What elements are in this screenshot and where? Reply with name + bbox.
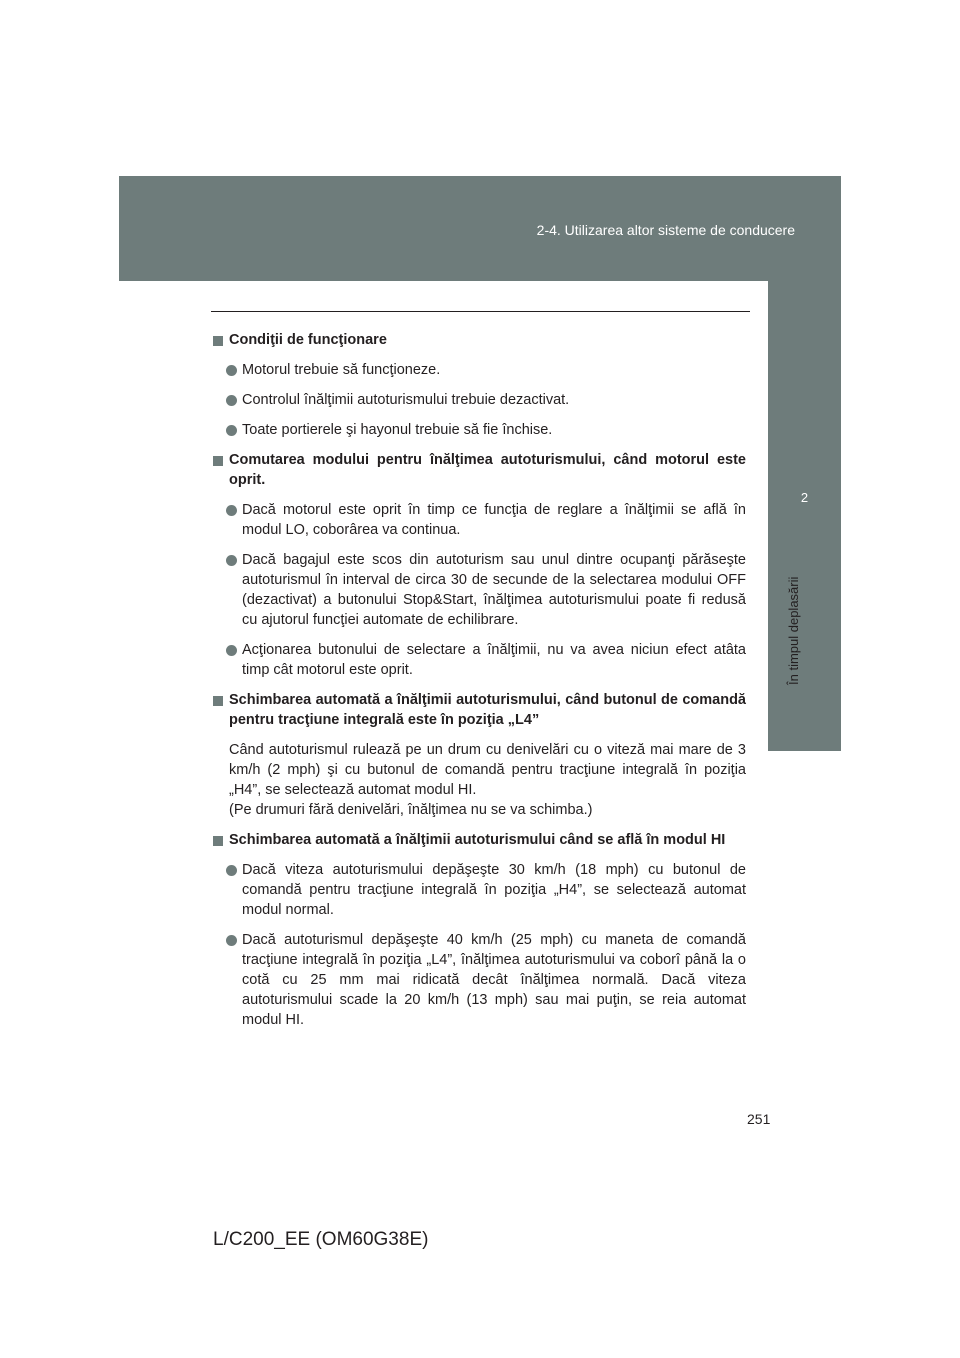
heading-text: Schimbarea automată a înălţimii autoturismului când se află în modul HI — [229, 832, 726, 848]
bullet-text: Dacă viteza autoturismului depăşeşte 30 km/h (18 mph) cu butonul de comandă pentru tracţiune integrală în poziţia „H4”, se selectează automat modul normal. — [242, 862, 746, 918]
bullet-item — [211, 860, 746, 920]
bullet-item — [211, 640, 746, 680]
section-heading — [211, 450, 746, 490]
bullet-item — [211, 360, 746, 380]
bullet-item — [211, 390, 746, 410]
round-bullet-icon — [226, 425, 237, 436]
round-bullet-icon — [226, 935, 237, 946]
section-heading — [211, 830, 746, 850]
paragraph — [211, 740, 746, 820]
page-content — [211, 330, 746, 1040]
bullet-item — [211, 550, 746, 630]
paragraph-text: Când autoturismul rulează pe un drum cu denivelări cu o viteză mai mare de 3 km/h (2 mph) şi cu butonul de comandă pentru tracţiune integrală în poziţia „H4”, se selectează automat modul HI. — [229, 742, 746, 798]
heading-text: Schimbarea automată a înălţimii autoturismului, când butonul de comandă pentru tracţiune integrală este în poziţia „L4” — [229, 692, 746, 728]
paragraph-note: (Pe drumuri fără denivelări, înălţimea nu se va schimba.) — [229, 802, 593, 818]
chapter-label: În timpul deplasării — [786, 576, 801, 685]
chapter-number: 2 — [800, 490, 809, 505]
section-title: 2-4. Utilizarea altor sisteme de conducere — [536, 222, 795, 238]
round-bullet-icon — [226, 365, 237, 376]
round-bullet-icon — [226, 865, 237, 876]
bullet-text: Controlul înălţimii autoturismului trebuie dezactivat. — [242, 392, 570, 408]
header-band — [119, 176, 841, 281]
bullet-item — [211, 500, 746, 540]
document-code: L/C200_EE (OM60G38E) — [213, 1229, 429, 1250]
section-heading — [211, 330, 746, 350]
bullet-text: Toate portierele şi hayonul trebuie să fie închise. — [242, 422, 553, 438]
round-bullet-icon — [226, 395, 237, 406]
square-bullet-icon — [213, 336, 223, 346]
square-bullet-icon — [213, 456, 223, 466]
heading-text: Condiţii de funcţionare — [229, 332, 387, 348]
section-divider — [211, 311, 750, 312]
square-bullet-icon — [213, 696, 223, 706]
bullet-item — [211, 930, 746, 1030]
bullet-item — [211, 420, 746, 440]
bullet-text: Acţionarea butonului de selectare a înălţimii, nu va avea niciun efect atâta timp cât motorul este oprit. — [242, 642, 746, 678]
section-heading — [211, 690, 746, 730]
bullet-text: Dacă bagajul este scos din autoturism sau unul dintre ocupanţi părăseşte autoturismul în interval de circa 30 de secunde de la selectarea modului OFF (dezactivat) a butonului Stop&Start, înălţimea autoturismului poate fi redusă cu ajutorul funcţiei automate de echilibrare. — [242, 552, 746, 628]
round-bullet-icon — [226, 645, 237, 656]
bullet-text: Dacă motorul este oprit în timp ce funcţia de reglare a înălţimii se află în modul LO, coborârea va continua. — [242, 502, 746, 538]
heading-text: Comutarea modului pentru înălţimea autoturismului, când motorul este oprit. — [229, 452, 746, 488]
chapter-number-box — [768, 470, 841, 540]
round-bullet-icon — [226, 555, 237, 566]
bullet-text: Motorul trebuie să funcţioneze. — [242, 362, 441, 378]
round-bullet-icon — [226, 505, 237, 516]
page-number: 251 — [747, 1111, 771, 1127]
bullet-text: Dacă autoturismul depăşeşte 40 km/h (25 mph) cu maneta de comandă tracţiune integrală în poziţia „L4”, înălţimea autoturismului va coborî până la o cotă cu 25 mm mai ridicată decât înălţimea normală. Dacă viteza autoturismului scade la 20 km/h (13 mph) sau mai puţin, se reia automat modul HI. — [242, 932, 746, 1028]
square-bullet-icon — [213, 836, 223, 846]
